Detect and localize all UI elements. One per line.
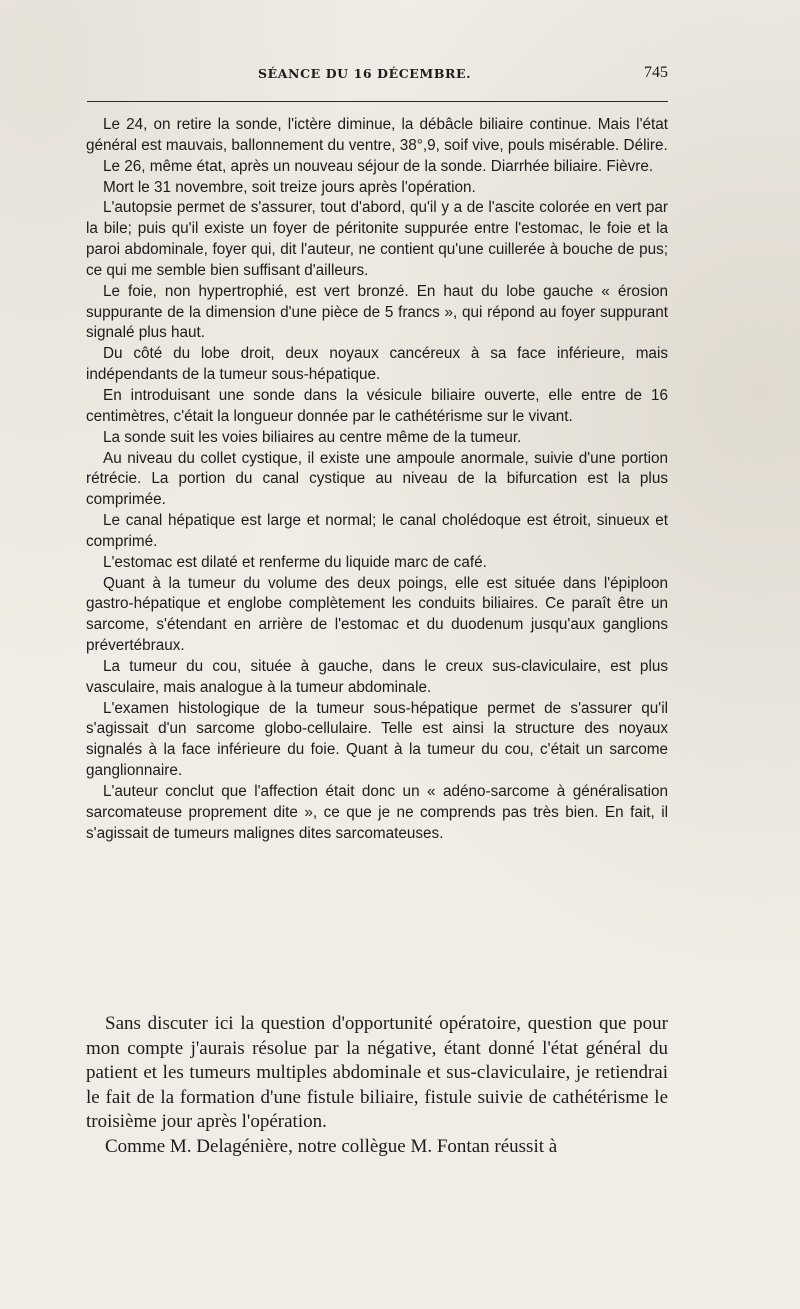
running-title: SÉANCE DU 16 DÉCEMBRE. (258, 66, 472, 81)
paragraph: L'examen histologique de la tumeur sous-hépatique permet de s'assurer qu'il s'agissait d'un sarcome globo-cellulaire. Telle est ainsi la structure des noyaux signalés à la face inférieure du foie. Quant à la tumeur du cou, c'était un sarcome ganglionnaire. (86, 699, 668, 780)
paragraph: Comme M. Delagénière, notre collègue M. Fontan réussit à (105, 1135, 558, 1157)
paragraph: L'auteur conclut que l'affection était donc un « adéno-sarcome à généralisation sarcomateuse proprement dite », ce que je ne comprends pas très bien. En fait, il s'agissait de tumeurs malignes dites sarcomateuses. (86, 783, 668, 842)
paragraph: Le foie, non hypertrophié, est vert bronzé. En haut du lobe gauche « érosion suppurante de la dimension d'une pièce de 5 francs », qui répond au foyer suppurant signalé plus haut. (86, 282, 668, 342)
paragraph: Le 24, on retire la sonde, l'ictère diminue, la débâcle biliaire continue. Mais l'état général est mauvais, ballonnement du ventre, 38°,9, soif vive, pouls misérable. Délire. (86, 116, 668, 154)
case-report-text (86, 115, 668, 845)
paragraph: En introduisant une sonde dans la vésicule biliaire ouverte, elle entre de 16 centimètres, c'était la longueur donnée par le cathétérisme sur le vivant. (86, 386, 668, 425)
page-number: 745 (644, 64, 668, 81)
paragraph: La sonde suit les voies biliaires au centre même de la tumeur. (103, 428, 522, 446)
paragraph: La tumeur du cou, située à gauche, dans le creux sus-claviculaire, est plus vasculaire, mais analogue à la tumeur abdominale. (86, 657, 668, 696)
paragraph: Sans discuter ici la question d'opportunité opératoire, question que pour mon compte j'aurais résolue par la négative, étant donné l'état général du patient et les tumeurs multiples abdominale et sus-claviculaire, je retiendrai le fait de la formation d'une fistule biliaire, fistule suivie de cathétérisme le troisième jour après l'opération. (86, 1013, 668, 1132)
paragraph: Mort le 31 novembre, soit treize jours après l'opération. (103, 178, 476, 196)
paragraph: Au niveau du collet cystique, il existe une ampoule anormale, suivie d'une portion rétrécie. La portion du canal cystique au niveau de la bifurcation est la plus comprimée. (86, 449, 668, 509)
header-rule (87, 101, 668, 102)
paragraph: L'estomac est dilaté et renferme du liquide marc de café. (103, 553, 487, 571)
paragraph: L'autopsie permet de s'assurer, tout d'abord, qu'il y a de l'ascite colorée en vert par la bile; puis qu'il existe un foyer de péritonite suppurée entre l'estomac, le foie et la paroi abdominale, foyer qui, dit l'auteur, ne contient qu'une cuillerée à bouche de pus; ce qui me semble bien suffisant d'ailleurs. (86, 199, 668, 279)
page-header (87, 66, 668, 86)
paragraph: Quant à la tumeur du volume des deux poings, elle est située dans l'épiploon gastro-hépatique et englobe complètement les conduits biliaires. Ce paraît être un sarcome, s'étendant en arrière de l'estomac et du duodenum jusqu'aux ganglions prévertébraux. (86, 574, 668, 655)
paragraph: Du côté du lobe droit, deux noyaux cancéreux à sa face inférieure, mais indépendants de la tumeur sous-hépatique. (86, 345, 668, 384)
commentary-text (86, 1012, 668, 1159)
paragraph: Le canal hépatique est large et normal; le canal cholédoque est étroit, sinueux et comprimé. (86, 512, 668, 550)
paragraph: Le 26, même état, après un nouveau séjour de la sonde. Diarrhée biliaire. Fièvre. (103, 157, 654, 175)
